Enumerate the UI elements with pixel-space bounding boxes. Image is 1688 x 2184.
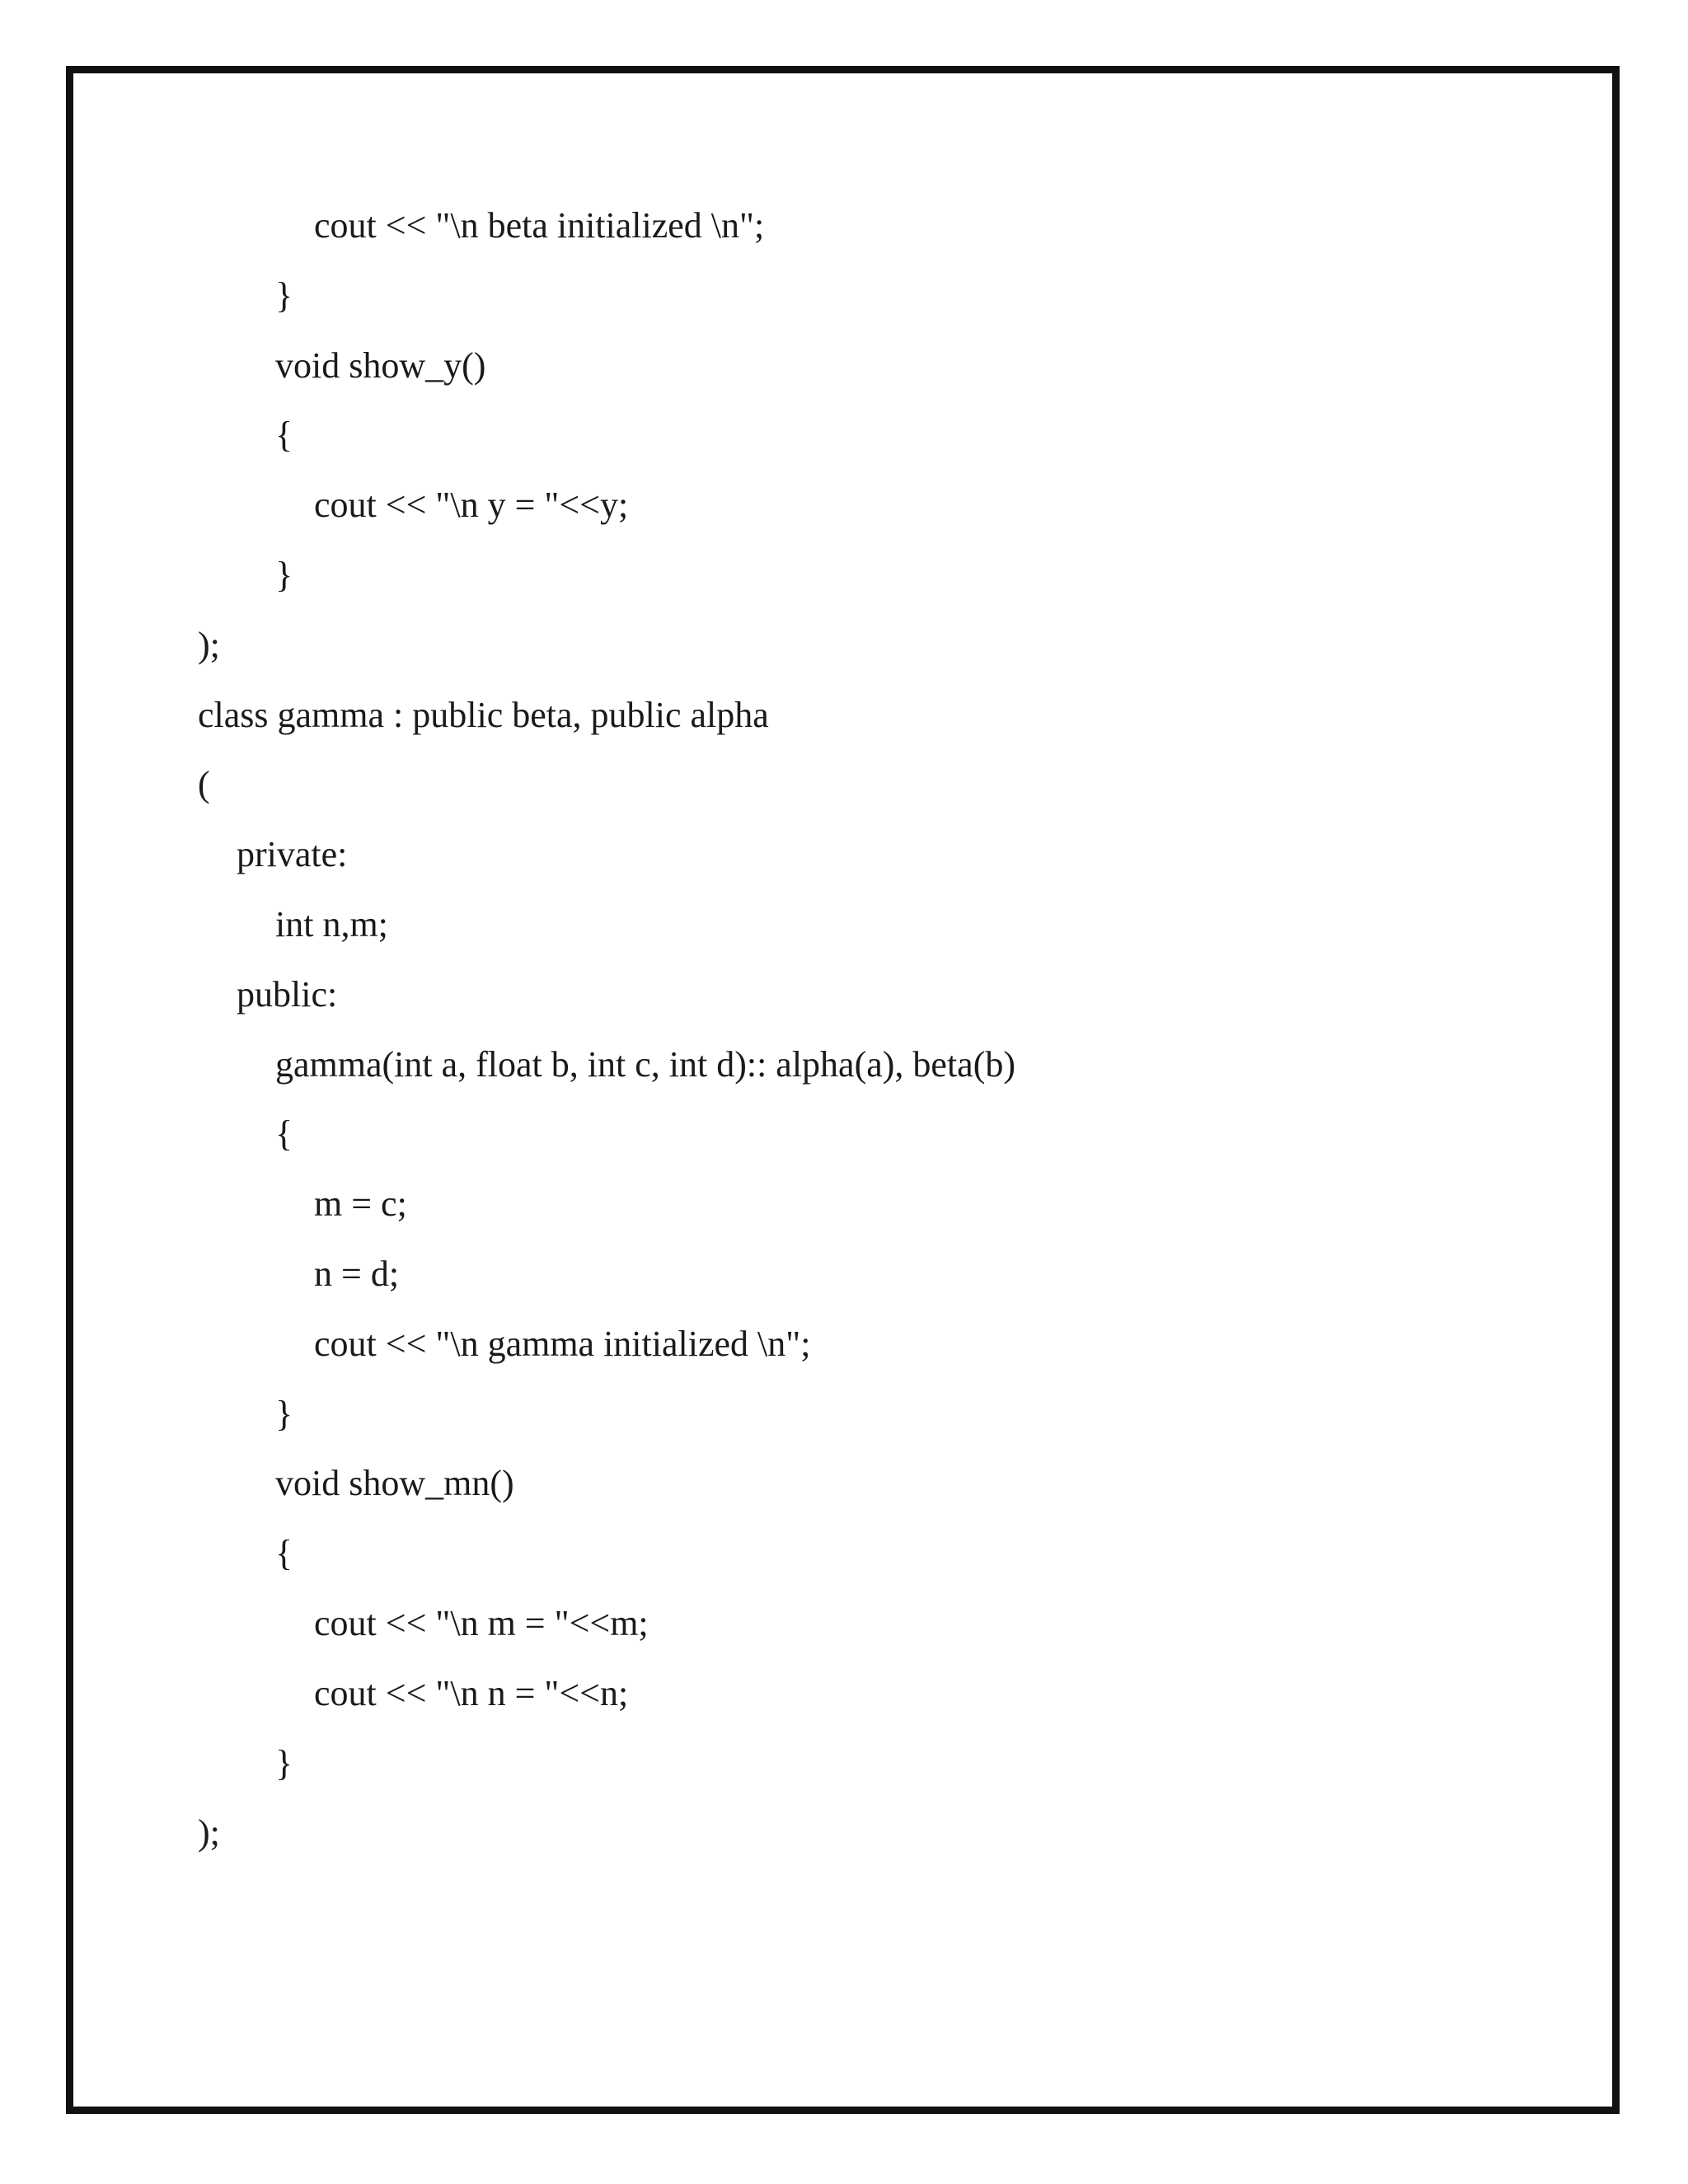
code-line: );	[198, 624, 220, 665]
code-line: void show_mn()	[275, 1463, 514, 1504]
code-line: cout << "\n m = "<<m;	[314, 1602, 649, 1643]
code-line: cout << "\n beta initialized \n";	[314, 205, 765, 246]
code-line: }	[275, 1393, 293, 1434]
code-line: void show_y()	[275, 344, 486, 386]
code-line: }	[275, 274, 293, 316]
code-line: );	[198, 1812, 220, 1854]
code-line: class gamma : public beta, public alpha	[198, 694, 769, 735]
code-line: (	[198, 764, 210, 805]
code-listing	[198, 191, 1015, 1868]
code-line: {	[275, 415, 293, 456]
code-line: }	[275, 554, 293, 595]
code-line: {	[275, 1113, 293, 1155]
code-line: cout << "\n y = "<<y;	[314, 485, 629, 526]
code-line: gamma(int a, float b, int c, int d):: alpha(a), beta(b)	[275, 1043, 1016, 1085]
code-line: {	[275, 1533, 293, 1574]
code-line: int n,m;	[275, 903, 388, 944]
code-line: m = c;	[314, 1183, 407, 1225]
code-line: public:	[237, 973, 338, 1015]
code-line: cout << "\n n = "<<n;	[314, 1672, 629, 1713]
code-line: n = d;	[314, 1253, 400, 1294]
code-line: private:	[237, 834, 348, 875]
code-line: }	[275, 1742, 293, 1783]
code-line: cout << "\n gamma initialized \n";	[314, 1323, 811, 1364]
